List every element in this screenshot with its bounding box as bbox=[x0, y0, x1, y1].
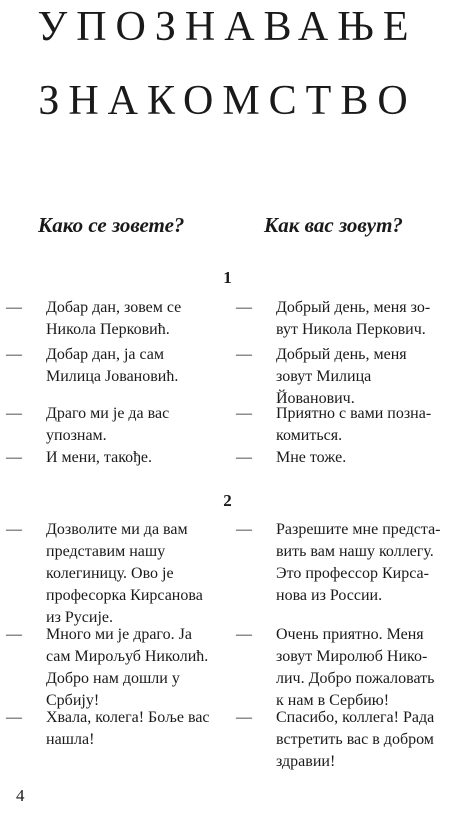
dash: — bbox=[236, 299, 252, 316]
russian-text: Добрый день, меня зо- вут Никола Перкович. bbox=[276, 299, 431, 338]
dash: — bbox=[236, 405, 252, 422]
title-serbian: УПОЗНАВАЊЕ bbox=[37, 4, 418, 50]
russian-text: Очень приятно. Меня зовут Миролюб Нико- лич. Добро пожаловать к нам в Сербию! bbox=[276, 626, 435, 709]
serbian-text: Много ми је драго. Ја сам Мирољуб Николић. Добро нам дошли у Србију! bbox=[46, 626, 209, 709]
russian-text: Мне тоже. bbox=[276, 449, 347, 466]
serbian-text: Хвала, колега! Боље вас нашла! bbox=[46, 709, 210, 748]
dash: — bbox=[236, 346, 252, 363]
title-russian: ЗНАКОМСТВО bbox=[38, 78, 417, 124]
dash: — bbox=[6, 521, 22, 538]
russian-text: Разрешите мне предста- вить вам нашу коллегу. Это профессор Кирса- нова из России. bbox=[276, 521, 441, 604]
dash: — bbox=[6, 449, 22, 466]
serbian-text: Добар дан, ја сам Милица Јовановић. bbox=[46, 346, 179, 385]
section-number: 1 bbox=[223, 268, 232, 287]
serbian-text: И мени, такође. bbox=[46, 449, 152, 466]
dash: — bbox=[6, 709, 22, 726]
dash: — bbox=[6, 299, 22, 316]
dash: — bbox=[6, 405, 22, 422]
russian-text: Спасибо, коллега! Рада встретить вас в добром здравии! bbox=[276, 709, 435, 770]
dash: — bbox=[236, 449, 252, 466]
dash: — bbox=[6, 626, 22, 643]
serbian-text: Добар дан, зовем се Никола Перковић. bbox=[46, 299, 182, 338]
serbian-text: Драго ми је да вас упознам. bbox=[46, 405, 170, 444]
russian-text: Приятно с вами позна- комиться. bbox=[276, 405, 432, 444]
section-number: 2 bbox=[223, 491, 232, 510]
page-number: 4 bbox=[16, 786, 25, 805]
subtitle-serbian: Како се зовете? bbox=[38, 213, 185, 237]
serbian-text: Дозволите ми да вам представим нашу колегиницу. Ово је професорка Кирсанова из Русије. bbox=[46, 521, 203, 626]
russian-text: Добрый день, меня зовут Милица Йованович. bbox=[276, 346, 407, 407]
dash: — bbox=[236, 626, 252, 643]
dash: — bbox=[236, 709, 252, 726]
dash: — bbox=[6, 346, 22, 363]
subtitle-russian: Как вас зовут? bbox=[264, 213, 403, 237]
dash: — bbox=[236, 521, 252, 538]
